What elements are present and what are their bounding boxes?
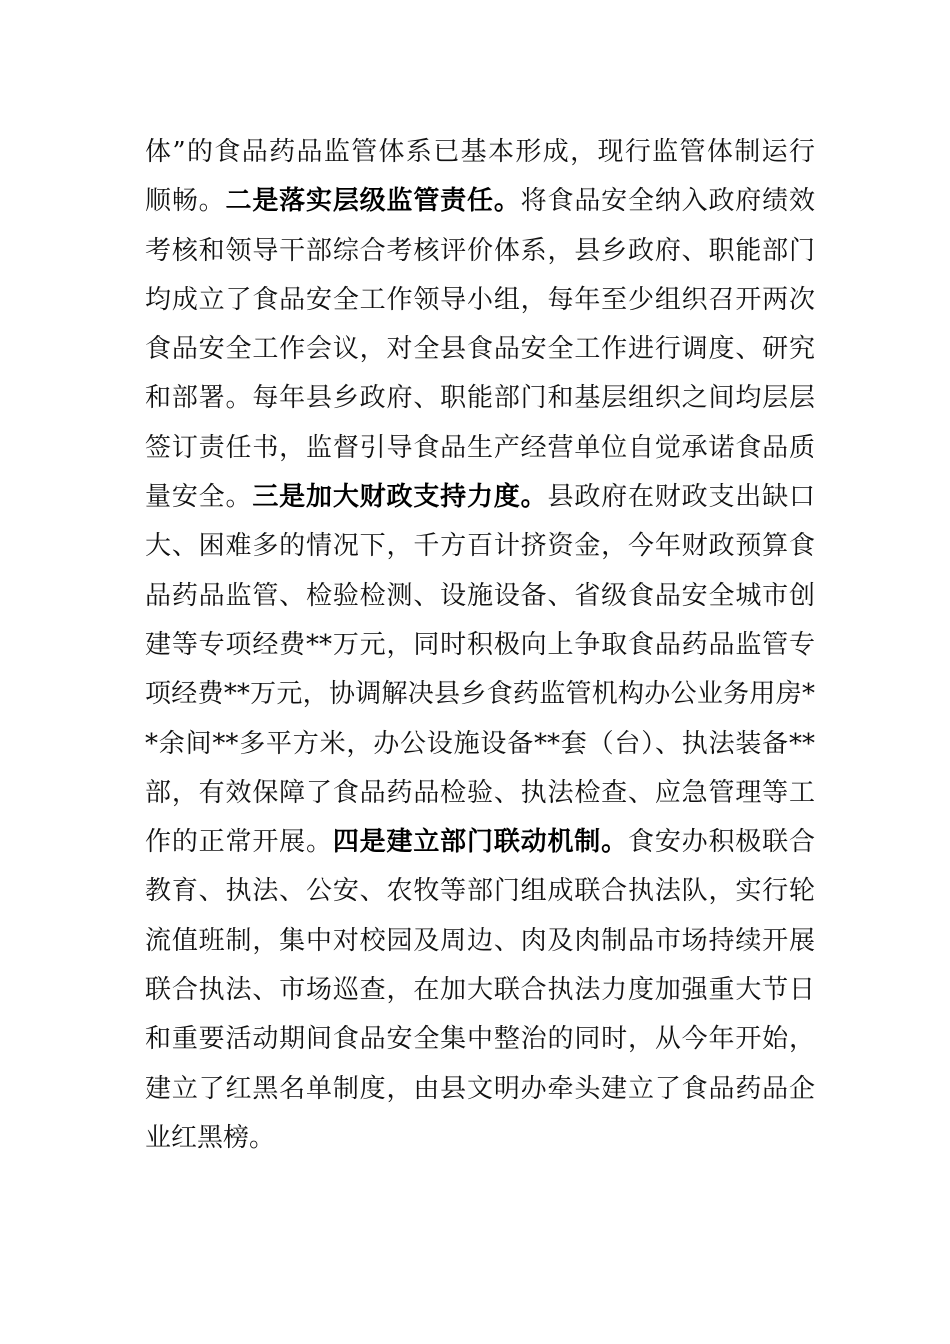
text-run: 签订责任书，监督引导食品生产经营单位自觉承诺食品质 — [145, 432, 815, 463]
text-run: *余间**多平方米，办公设施设备**套（台）、执法装备** — [145, 728, 815, 759]
text-run: 业红黑榜。 — [145, 1122, 276, 1153]
text-run: 食品安全工作会议，对全县食品安全工作进行调度、研究 — [145, 334, 815, 365]
text-line — [145, 769, 815, 818]
text-line — [145, 867, 815, 916]
text-line — [145, 818, 815, 867]
text-run: 项经费**万元，协调解决县乡食药监管机构办公业务用房* — [145, 679, 815, 710]
bold-heading-run: 三是加大财政支持力度。 — [252, 482, 548, 513]
text-run: 和部署。每年县乡政府、职能部门和基层组织之间均层层 — [145, 383, 815, 414]
text-run: 均成立了食品安全工作领导小组，每年至少组织召开两次 — [145, 284, 815, 315]
text-run: 建立了红黑名单制度，由县文明办牵头建立了食品药品企 — [145, 1073, 815, 1104]
text-line — [145, 720, 815, 769]
text-line — [145, 1114, 815, 1163]
text-line — [145, 1065, 815, 1114]
bold-heading-run: 四是建立部门联动机制。 — [332, 827, 628, 858]
text-run: 体”的食品药品监管体系已基本形成，现行监管体制运行 — [145, 137, 815, 167]
text-run: 顺畅。 — [145, 186, 226, 217]
text-run: 大、困难多的情况下，千方百计挤资金，今年财政预算食 — [145, 531, 815, 562]
body-paragraph — [145, 128, 815, 1163]
text-run: 流值班制，集中对校园及周边、肉及肉制品市场持续开展 — [145, 925, 815, 956]
text-run: 县政府在财政支出缺口 — [547, 482, 815, 513]
text-line — [145, 128, 815, 177]
text-line — [145, 276, 815, 325]
text-line — [145, 522, 815, 571]
text-line — [145, 473, 815, 522]
text-run: 建等专项经费**万元，同时积极向上争取食品药品监管专 — [145, 629, 815, 660]
text-run: 食安办积极联合 — [627, 827, 815, 858]
text-line — [145, 966, 815, 1015]
bold-heading-run: 二是落实层级监管责任。 — [225, 186, 521, 217]
text-run: 教育、执法、公安、农牧等部门组成联合执法队，实行轮 — [145, 876, 815, 907]
text-line — [145, 572, 815, 621]
text-run: 考核和领导干部综合考核评价体系，县乡政府、职能部门 — [145, 235, 815, 266]
text-line — [145, 1015, 815, 1064]
text-line — [145, 374, 815, 423]
text-run: 品药品监管、检验检测、设施设备、省级食品安全城市创 — [145, 580, 815, 611]
text-run: 联合执法、市场巡查，在加大联合执法力度加强重大节日 — [145, 975, 815, 1006]
text-line — [145, 227, 815, 276]
text-run: 将食品安全纳入政府绩效 — [520, 186, 815, 217]
text-run: 量安全。 — [145, 482, 253, 513]
text-line — [145, 621, 815, 670]
text-run: 部，有效保障了食品药品检验、执法检查、应急管理等工 — [145, 777, 815, 808]
text-line — [145, 424, 815, 473]
text-line — [145, 177, 815, 226]
text-line — [145, 670, 815, 719]
text-run: 和重要活动期间食品安全集中整治的同时，从今年开始， — [145, 1024, 815, 1055]
text-line — [145, 917, 815, 966]
text-run: 作的正常开展。 — [145, 827, 333, 858]
text-line — [145, 325, 815, 374]
